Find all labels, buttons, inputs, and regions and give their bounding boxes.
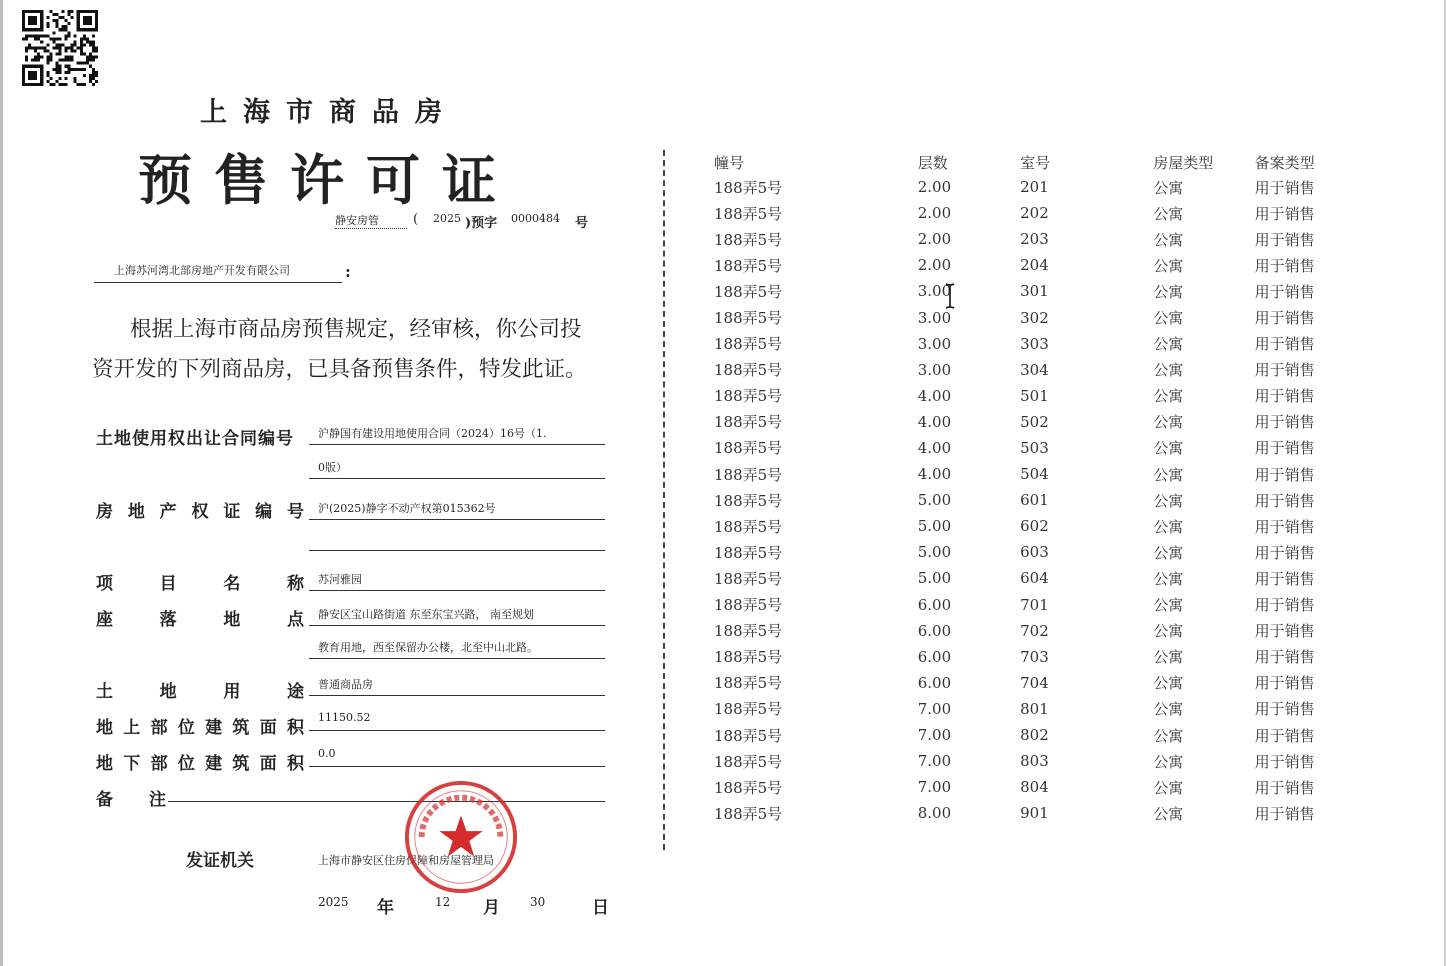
label-char: 称 xyxy=(286,574,304,594)
cell-building: 188弄5号 xyxy=(714,700,783,719)
label-char: 点 xyxy=(286,610,304,630)
cell-floor: 3.00 xyxy=(917,360,952,379)
issue-month-char: 月 xyxy=(483,898,500,918)
land-contract-value-1: 沪静国有建设用地使用合同（2024）16号（1. xyxy=(309,425,605,445)
issuer-label: 发证机关 xyxy=(186,851,254,871)
label-char: 面 xyxy=(259,754,277,774)
issuer-value: 上海市静安区住房保障和房屋管理局 xyxy=(318,854,494,867)
cell-floor: 3.00 xyxy=(917,308,952,327)
cell-building: 188弄5号 xyxy=(714,648,783,667)
cell-room: 501 xyxy=(1020,386,1049,405)
cell-room: 802 xyxy=(1020,726,1049,745)
cell-building: 188弄5号 xyxy=(714,282,783,301)
label-char: 面 xyxy=(259,718,277,738)
cell-house-type: 公寓 xyxy=(1153,439,1184,458)
label-char: 筑 xyxy=(232,754,250,774)
property-cert-label xyxy=(96,497,304,522)
permit-year: 2025 xyxy=(433,212,461,225)
cell-house-type: 公寓 xyxy=(1153,726,1184,745)
statement-line-1: 根据上海市商品房预售规定，经审核，你公司投 xyxy=(130,317,582,342)
remark-label xyxy=(96,785,166,810)
cell-building: 188弄5号 xyxy=(714,674,783,693)
cell-filing-type: 用于销售 xyxy=(1254,517,1315,536)
cell-room: 804 xyxy=(1020,778,1049,797)
cell-filing-type: 用于销售 xyxy=(1254,700,1315,719)
label-char: 积 xyxy=(286,718,304,738)
cell-house-type: 公寓 xyxy=(1153,413,1184,432)
label-char: 座 xyxy=(96,610,113,630)
cell-filing-type: 用于销售 xyxy=(1254,282,1315,301)
cell-floor: 2.00 xyxy=(917,204,952,223)
table-row xyxy=(714,461,1354,487)
cell-room: 502 xyxy=(1020,412,1049,431)
cell-house-type: 公寓 xyxy=(1153,778,1184,797)
cell-building: 188弄5号 xyxy=(714,335,783,354)
cell-filing-type: 用于销售 xyxy=(1254,387,1315,406)
label-char: 土 xyxy=(96,682,113,702)
label-char: 建 xyxy=(205,754,223,774)
cell-house-type: 公寓 xyxy=(1153,596,1184,615)
label-char: 位 xyxy=(177,754,195,774)
cell-floor: 7.00 xyxy=(917,752,952,771)
label-char: 地 xyxy=(159,682,177,702)
cell-house-type: 公寓 xyxy=(1153,517,1184,536)
table-row xyxy=(714,592,1354,618)
table-row xyxy=(714,252,1354,278)
property-cert-value: 沪(2025)静字不动产权第015362号 xyxy=(309,500,605,520)
cell-building: 188弄5号 xyxy=(714,569,783,588)
location-value-1: 静安区宝山路街道 东至东宝兴路， 南至规划 xyxy=(309,606,605,626)
cell-house-type: 公寓 xyxy=(1153,543,1184,562)
cell-room: 503 xyxy=(1020,438,1049,457)
table-row xyxy=(714,174,1354,200)
cell-filing-type: 用于销售 xyxy=(1254,256,1315,275)
cell-room: 202 xyxy=(1020,204,1049,223)
cell-room: 601 xyxy=(1020,491,1049,510)
cell-filing-type: 用于销售 xyxy=(1254,543,1315,562)
label-char: 部 xyxy=(150,754,168,774)
issue-month: 12 xyxy=(435,895,451,909)
statement-line-2: 资开发的下列商品房，已具备预售条件，特发此证。 xyxy=(92,357,587,382)
table-row xyxy=(714,618,1354,644)
cell-floor: 4.00 xyxy=(917,386,952,405)
table-row xyxy=(714,487,1354,513)
cell-floor: 5.00 xyxy=(917,517,952,536)
cell-filing-type: 用于销售 xyxy=(1254,569,1315,588)
cell-house-type: 公寓 xyxy=(1153,230,1184,249)
cell-room: 701 xyxy=(1020,595,1049,614)
location-value-2: 教育用地，西至保留办公楼，北至中山北路。 xyxy=(309,639,605,659)
company-colon: : xyxy=(345,262,351,281)
cell-room: 703 xyxy=(1020,647,1049,666)
table-row xyxy=(714,800,1354,826)
table-row xyxy=(714,539,1354,565)
cell-floor: 6.00 xyxy=(917,621,952,640)
cell-building: 188弄5号 xyxy=(714,204,783,223)
table-row xyxy=(714,722,1354,748)
cell-floor: 5.00 xyxy=(917,543,952,562)
cell-filing-type: 用于销售 xyxy=(1254,465,1315,484)
cell-room: 304 xyxy=(1020,360,1049,379)
cell-floor: 3.00 xyxy=(917,282,952,301)
cell-room: 901 xyxy=(1020,804,1049,823)
cell-room: 302 xyxy=(1020,308,1049,327)
cell-house-type: 公寓 xyxy=(1153,465,1184,484)
label-char: 部 xyxy=(150,718,168,738)
cell-building: 188弄5号 xyxy=(714,517,783,536)
label-char: 编 xyxy=(255,502,273,522)
cell-floor: 6.00 xyxy=(917,595,952,614)
cell-floor: 6.00 xyxy=(917,673,952,692)
cell-house-type: 公寓 xyxy=(1153,491,1184,510)
cell-room: 704 xyxy=(1020,673,1049,692)
cell-filing-type: 用于销售 xyxy=(1254,778,1315,797)
table-row xyxy=(714,357,1354,383)
cell-house-type: 公寓 xyxy=(1153,569,1184,588)
cell-room: 303 xyxy=(1020,334,1049,353)
table-row xyxy=(714,435,1354,461)
cell-filing-type: 用于销售 xyxy=(1254,178,1315,197)
cell-building: 188弄5号 xyxy=(714,439,783,458)
cell-filing-type: 用于销售 xyxy=(1254,674,1315,693)
header-building: 幢号 xyxy=(714,153,745,172)
label-char: 筑 xyxy=(232,718,250,738)
table-row xyxy=(714,278,1354,304)
cell-floor: 4.00 xyxy=(917,412,952,431)
cell-floor: 2.00 xyxy=(917,230,952,249)
table-row xyxy=(714,748,1354,774)
cell-filing-type: 用于销售 xyxy=(1254,804,1315,823)
cell-room: 801 xyxy=(1020,699,1049,718)
cell-building: 188弄5号 xyxy=(714,622,783,641)
cell-room: 602 xyxy=(1020,517,1049,536)
cell-room: 203 xyxy=(1020,230,1049,249)
cell-room: 504 xyxy=(1020,465,1049,484)
cell-house-type: 公寓 xyxy=(1153,256,1184,275)
cell-floor: 2.00 xyxy=(917,178,952,197)
permit-suffix: 号 xyxy=(575,216,589,231)
header-floor: 层数 xyxy=(917,153,948,172)
cell-building: 188弄5号 xyxy=(714,596,783,615)
cell-floor: 2.00 xyxy=(917,256,952,275)
location-label xyxy=(96,605,304,630)
label-char: 落 xyxy=(159,610,177,630)
label-char: 权 xyxy=(191,502,209,522)
qr-code-icon xyxy=(22,10,98,86)
label-char: 注 xyxy=(149,790,166,810)
label-char: 目 xyxy=(159,574,177,594)
land-use-value: 普通商品房 xyxy=(309,676,605,696)
land-contract-label: 土地使用权出让合同编号 xyxy=(96,429,294,449)
property-cert-blank-line xyxy=(309,531,605,551)
cell-house-type: 公寓 xyxy=(1153,622,1184,641)
cell-building: 188弄5号 xyxy=(714,778,783,797)
table-row xyxy=(714,226,1354,252)
cell-room: 803 xyxy=(1020,752,1049,771)
table-header-row xyxy=(714,150,1354,174)
issue-year-char: 年 xyxy=(377,898,394,918)
label-char: 上 xyxy=(123,718,141,738)
table-row xyxy=(714,565,1354,591)
cell-filing-type: 用于销售 xyxy=(1254,361,1315,380)
cell-filing-type: 用于销售 xyxy=(1254,726,1315,745)
label-char: 证 xyxy=(223,502,241,522)
label-char: 名 xyxy=(223,574,241,594)
company-name: 上海苏河湾北部房地产开发有限公司 xyxy=(94,262,342,283)
land-use-label xyxy=(96,677,304,702)
cell-house-type: 公寓 xyxy=(1153,648,1184,667)
cell-house-type: 公寓 xyxy=(1153,309,1184,328)
cell-filing-type: 用于销售 xyxy=(1254,204,1315,223)
cell-building: 188弄5号 xyxy=(714,230,783,249)
cell-building: 188弄5号 xyxy=(714,491,783,510)
table-row xyxy=(714,409,1354,435)
label-char: 产 xyxy=(159,502,177,522)
cell-floor: 6.00 xyxy=(917,647,952,666)
cell-floor: 7.00 xyxy=(917,726,952,745)
cell-floor: 7.00 xyxy=(917,699,952,718)
statement-paragraph xyxy=(92,310,602,390)
table-row xyxy=(714,670,1354,696)
label-char: 用 xyxy=(223,682,241,702)
header-house-type: 房屋类型 xyxy=(1153,153,1214,172)
label-char: 积 xyxy=(286,754,304,774)
cell-building: 188弄5号 xyxy=(714,309,783,328)
permit-number: 0000484 xyxy=(511,212,560,225)
cell-building: 188弄5号 xyxy=(714,256,783,275)
land-contract-value-2: 0版） xyxy=(309,459,605,479)
below-ground-area-label xyxy=(96,749,304,774)
cell-filing-type: 用于销售 xyxy=(1254,335,1315,354)
label-char: 项 xyxy=(96,574,113,594)
cell-filing-type: 用于销售 xyxy=(1254,309,1315,328)
table-row xyxy=(714,383,1354,409)
permit-authority: 静安房管 xyxy=(335,212,407,229)
cell-building: 188弄5号 xyxy=(714,543,783,562)
cell-room: 603 xyxy=(1020,543,1049,562)
text-cursor-icon xyxy=(943,283,957,309)
cell-floor: 8.00 xyxy=(917,804,952,823)
cell-house-type: 公寓 xyxy=(1153,387,1184,406)
permit-open-paren: ( xyxy=(413,212,419,227)
cell-building: 188弄5号 xyxy=(714,804,783,823)
label-char: 地 xyxy=(127,502,145,522)
cell-room: 201 xyxy=(1020,178,1049,197)
cell-house-type: 公寓 xyxy=(1153,804,1184,823)
cell-house-type: 公寓 xyxy=(1153,752,1184,771)
cell-room: 604 xyxy=(1020,569,1049,588)
label-char: 地 xyxy=(223,610,241,630)
cell-filing-type: 用于销售 xyxy=(1254,648,1315,667)
cell-floor: 3.00 xyxy=(917,334,952,353)
label-char: 位 xyxy=(177,718,195,738)
unit-table xyxy=(714,150,1354,826)
cell-floor: 5.00 xyxy=(917,491,952,510)
issue-year: 2025 xyxy=(318,895,349,909)
table-row xyxy=(714,331,1354,357)
label-char: 地 xyxy=(96,754,113,774)
project-name-label xyxy=(96,569,304,594)
page-divider xyxy=(663,150,665,850)
cell-house-type: 公寓 xyxy=(1153,674,1184,693)
table-row xyxy=(714,696,1354,722)
table-body xyxy=(714,174,1354,826)
header-filing-type: 备案类型 xyxy=(1254,153,1315,172)
table-row xyxy=(714,304,1354,330)
above-ground-area-value: 11150.52 xyxy=(309,711,605,731)
label-char: 下 xyxy=(123,754,141,774)
official-seal-icon xyxy=(402,778,520,896)
cell-house-type: 公寓 xyxy=(1153,282,1184,301)
cell-building: 188弄5号 xyxy=(714,178,783,197)
cell-room: 301 xyxy=(1020,282,1049,301)
cell-room: 204 xyxy=(1020,256,1049,275)
label-char: 备 xyxy=(96,790,113,810)
table-row xyxy=(714,774,1354,800)
below-ground-area-value: 0.0 xyxy=(309,747,605,767)
cell-house-type: 公寓 xyxy=(1153,178,1184,197)
permit-prefix: )预字 xyxy=(465,216,498,231)
table-row xyxy=(714,200,1354,226)
label-char: 地 xyxy=(96,718,113,738)
cell-filing-type: 用于销售 xyxy=(1254,752,1315,771)
label-char: 建 xyxy=(205,718,223,738)
issue-day-char: 日 xyxy=(592,898,609,918)
label-char: 号 xyxy=(286,502,304,522)
cell-building: 188弄5号 xyxy=(714,465,783,484)
cell-room: 702 xyxy=(1020,621,1049,640)
cell-building: 188弄5号 xyxy=(714,726,783,745)
certificate-title-line1: 上海市商品房 xyxy=(200,97,458,128)
header-room: 室号 xyxy=(1020,153,1051,172)
cell-building: 188弄5号 xyxy=(714,413,783,432)
table-row xyxy=(714,513,1354,539)
cell-house-type: 公寓 xyxy=(1153,361,1184,380)
cell-floor: 4.00 xyxy=(917,438,952,457)
cell-floor: 4.00 xyxy=(917,465,952,484)
cell-house-type: 公寓 xyxy=(1153,700,1184,719)
cell-building: 188弄5号 xyxy=(714,387,783,406)
permit-number-line xyxy=(325,212,615,236)
remark-line xyxy=(168,800,605,802)
cell-filing-type: 用于销售 xyxy=(1254,622,1315,641)
cell-floor: 5.00 xyxy=(917,569,952,588)
cell-building: 188弄5号 xyxy=(714,361,783,380)
issue-day: 30 xyxy=(530,895,546,909)
table-row xyxy=(714,644,1354,670)
certificate-title-line2: 预售许可证 xyxy=(138,149,518,212)
cell-house-type: 公寓 xyxy=(1153,204,1184,223)
cell-house-type: 公寓 xyxy=(1153,335,1184,354)
cell-filing-type: 用于销售 xyxy=(1254,596,1315,615)
page-left-border xyxy=(0,0,3,966)
cell-building: 188弄5号 xyxy=(714,752,783,771)
above-ground-area-label xyxy=(96,713,304,738)
label-char: 途 xyxy=(286,682,304,702)
cell-filing-type: 用于销售 xyxy=(1254,230,1315,249)
cell-filing-type: 用于销售 xyxy=(1254,413,1315,432)
cell-floor: 7.00 xyxy=(917,778,952,797)
project-name-value: 苏河雅园 xyxy=(309,571,605,591)
label-char: 房 xyxy=(96,502,113,522)
cell-filing-type: 用于销售 xyxy=(1254,491,1315,510)
cell-filing-type: 用于销售 xyxy=(1254,439,1315,458)
